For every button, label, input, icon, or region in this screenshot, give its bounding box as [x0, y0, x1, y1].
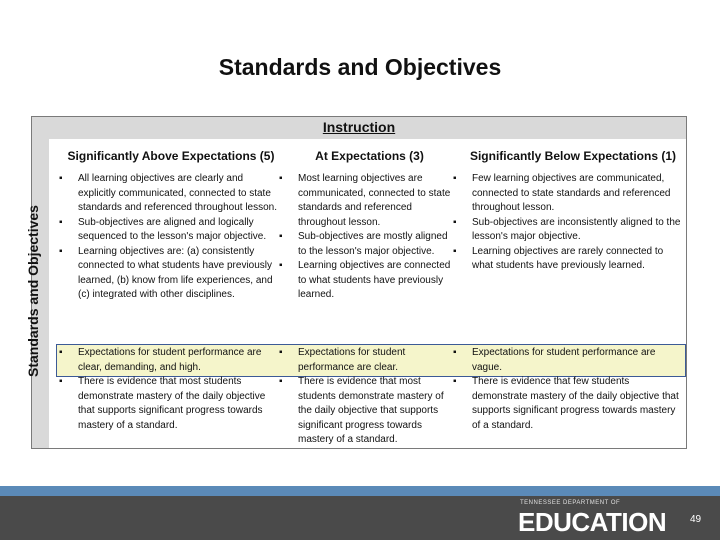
page-number: 49 [690, 514, 702, 525]
column-above [56, 172, 278, 431]
education-logo: EDUCATION [518, 507, 667, 537]
list-item: ▪ Expectations for student performance are vague. [450, 346, 686, 375]
list-item: ▪ Most learning objectives are communicated, connected to state standards and referenced throughout lesson. [276, 172, 456, 230]
list-item: ▪ All learning objectives are clearly and explicitly communicated, connected to state standards and referenced throughout lesson. [56, 172, 278, 216]
column-below [450, 172, 686, 431]
list-item: ▪ Sub-objectives are mostly aligned to the lesson's major objective. [276, 230, 456, 259]
side-header [20, 176, 46, 406]
expectations-list [450, 346, 686, 433]
list-item: ▪ There is evidence that most students demonstrate mastery of the daily objective that supports significant progress towards mastery of a standard. [276, 375, 456, 448]
list-item: ▪ Learning objectives are: (a) consistently connected to what students have previously learned, (b) know from life experiences, and (c) integrated with other disciplines. [56, 245, 278, 303]
list-item: ▪ Sub-objectives are aligned and logically sequenced to the lesson's major objective. [56, 216, 278, 245]
expectations-list [56, 346, 278, 433]
column-header-above: Significantly Above Expectations (5) [67, 149, 275, 163]
column-at [276, 172, 456, 445]
list-item: ▪ Learning objectives are rarely connected to what students have previously learned. [450, 245, 686, 274]
instruction-header: Instruction [322, 119, 396, 135]
list-item: ▪ There is evidence that most students demonstrate mastery of the daily objective that supports significant progress towards mastery of a standard. [56, 375, 278, 433]
list-item: ▪ There is evidence that few students demonstrate mastery of the daily objective that supports significant progress towards mastery of a standard. [450, 375, 686, 433]
list-item: ▪ Expectations for student performance are clear. [276, 346, 456, 375]
objectives-list [56, 172, 278, 303]
department-label: TENNESSEE DEPARTMENT OF [520, 500, 621, 506]
list-item: ▪ Sub-objectives are inconsistently aligned to the lesson's major objective. [450, 216, 686, 245]
footer-accent-line [0, 486, 720, 496]
list-item: ▪ Expectations for student performance are clear, demanding, and high. [56, 346, 278, 375]
column-header-below: Significantly Below Expectations (1) [469, 149, 677, 163]
expectations-list [276, 346, 456, 448]
list-item: ▪ Learning objectives are connected to what students have previously learned. [276, 259, 456, 303]
side-header-label: Standards and Objectives [25, 205, 41, 377]
column-header-at: At Expectations (3) [315, 149, 424, 163]
slide-title: Standards and Objectives [218, 54, 502, 80]
objectives-list [276, 172, 456, 303]
list-item: ▪ Few learning objectives are communicated, connected to state standards and referenced throughout lesson. [450, 172, 686, 216]
objectives-list [450, 172, 686, 274]
